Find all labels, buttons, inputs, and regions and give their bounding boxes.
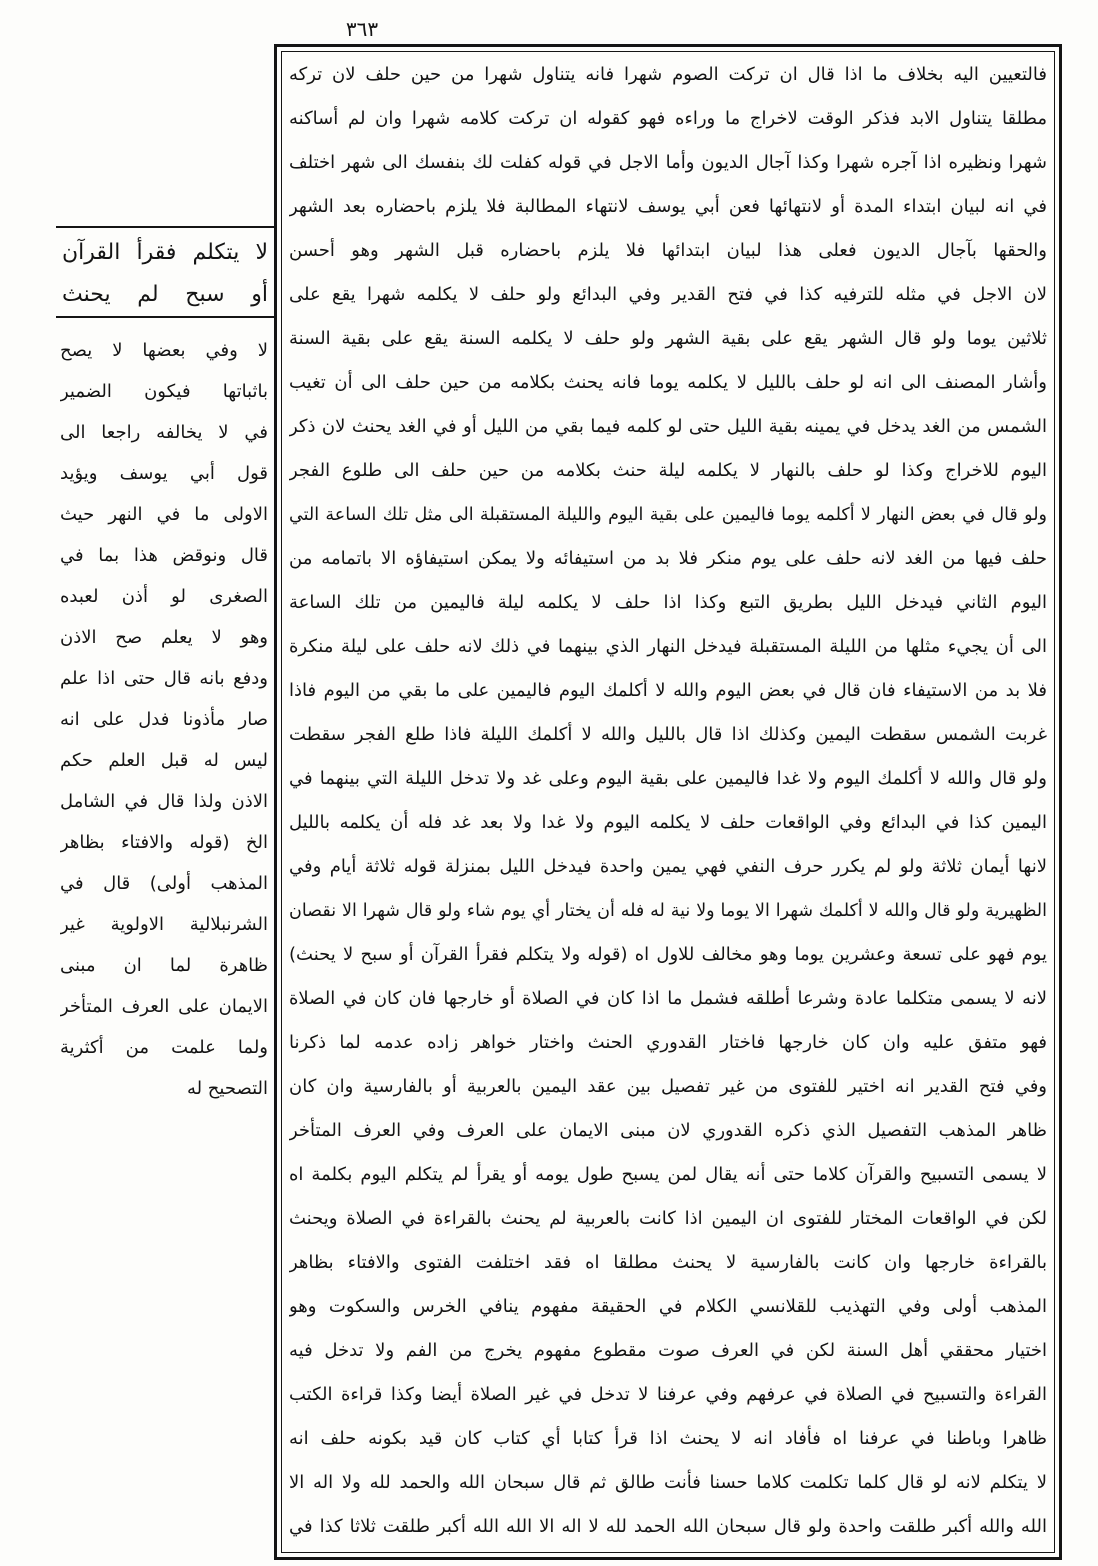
margin-note-line: ليس له قبل العلم حكم [60,750,268,771]
main-text-line: ثلاثين يوما ولو قال الشهر يقع على بقية الشهر ولو حلف لا يكلمه السنة يقع على بقية السنة [289,328,1047,349]
margin-note-line: باثباتها فيكون الضمير [60,381,268,402]
margin-note-line: قال ونوقض هذا بما في [60,545,268,566]
margin-note-line: ودفع بانه قال حتى اذا علم [60,668,268,689]
main-text-line: مطلقا يتناول الابد فذكر الوقت لاخراج ما وراءه فهو كقوله ان تركت كلامه شهرا وان لم أساكنه [289,108,1047,129]
main-text-line: اليمين كذا في البدائع وفي الواقعات حلف لا يكلمه اليوم ولا غدا ولا بعد غد فله أن يكلمه بالليل [289,812,1047,833]
main-text-line: يوم فهو على تسعة وعشرين يوما وهو مخالف للاول اه (قوله ولا يتكلم فقرأ القرآن أو سبح لا يحنث) [289,944,1047,965]
main-text-line: ولو قال في بعض النهار لا أكلمه يوما فاليمين على بقية اليوم والليلة المستقبلة الى مثل تلك الساعة التي [289,505,1047,525]
main-text-line: لان الاجل في مثله للترفيه كذا في فتح القدير وفي البدائع ولو حلف لا يكلمه شهرا يقع على [289,284,1047,305]
margin-note-line: الاولى ما في النهر حيث [60,504,268,525]
main-text-line: القراءة والتسبيح في الصلاة في عرفهم وفي عرفنا لا تدخل في غير الصلاة أيضا وكذا قراءة الكتب [289,1384,1047,1405]
main-text-line: الى أن يجيء مثلها من الليلة المستقبلة فيدخل النهار الذي بينهما في ذلك لانه حلف على ليلة منكرة [289,636,1047,657]
main-text-line: فهو متفق عليه وان كان خارجها فاختار القدوري الحنث واختار خواهر زاده عدمه لما ذكرنا [289,1032,1047,1053]
main-text-line: لكن في الواقعات المختار للفتوى ان اليمين اذا كانت بالعربية لم يحنث بالقراءة في الصلاة ويحنث [289,1208,1047,1229]
main-text-line: لا يسمى التسبيح والقرآن كلاما حتى أنه يقال لمن يسبح طول يومه أو يقرأ لم يتكلم اليوم بكلمة اه [289,1164,1047,1185]
margin-heading-line: أو سبح لم يحنث [62,282,268,307]
margin-note-line: قول أبي يوسف ويؤيد [60,463,268,484]
margin-note-line: الشرنبلالية الاولوية غير [60,914,268,935]
main-text-line: وأشار المصنف الى انه لو حلف بالليل لا يكلمه يوما فانه يحنث بكلامه من حين حلف الى أن تغيب [289,372,1047,393]
margin-note-line: المذهب أولى) قال في [60,873,268,894]
margin-note-line: ولما علمت من أكثرية [60,1037,268,1058]
main-text-line: شهرا ونظيره اذا آجره شهرا وكذا آجال الديون وأما الاجل في قوله كفلت لك بنفسك الى شهر اختلف [289,152,1047,173]
margin-heading [56,226,274,318]
page-number: ٣٦٣ [345,17,379,41]
main-text-frame [274,44,1062,1560]
main-text-line: وفي فتح القدير انه اختير للفتوى من غير تفصيل بين عقد اليمين بالعربية أو بالفارسية وان كان [289,1076,1047,1097]
margin-note-line: الاذن ولذا قال في الشامل [60,791,268,812]
main-text-line: الظهيرية ولو قال والله لا أكلمك شهرا الا يوما ولا نية له فله أن يختار أي يوم شاء ولو قال شهرا الا نقصان [289,901,1047,921]
main-text-line: غربت الشمس سقطت اليمين وكذلك اذا قال بالليل والله لا أكلمك الليلة فاذا طلع الفجر سقطت [289,724,1047,745]
main-text-line: لا يتكلم لانه لو قال كلما تكلمت كلاما حسنا فأنت طالق ثم قال سبحان الله والحمد لله ولا اله الا [289,1472,1047,1493]
margin-note-line: الخ (قوله والافتاء بظاهر [60,832,268,853]
main-text-line: فلا بد من الاستيفاء فان قال في بعض اليوم والله لا أكلمك اليوم فاليمين على ما بقي من اليوم فاذا [289,680,1047,701]
margin-note-line: لا وفي بعضها لا يصح [60,340,268,361]
margin-column [56,226,274,1126]
main-text-line: حلف فيها من الغد لانه حلف على يوم منكر فلا بد من استيفائه ولا يمكن استيفاؤه الا باتمامه من [289,548,1047,569]
main-text-line: ولو قال والله لا أكلمك اليوم ولا غدا فاليمين على بقية اليوم وعلى غد ولا تدخل الليلة التي بينهما في [289,768,1047,789]
main-text-block [289,53,1047,1551]
main-text-line: اليوم الثاني فيدخل الليل بطريق التبع وكذا اذا حلف لا يكلمه ليلة فاليمين من تلك الساعة [289,592,1047,613]
margin-note-line: الصغرى لو أذن لعبده [60,586,268,607]
main-text-line: ظاهر المذهب التفصيل الذي ذكره القدوري لان مبنى الايمان على العرف وفي العرف المتأخر [289,1120,1047,1141]
main-text-line: المذهب أولى وفي التهذيب للقلانسي الكلام في الحقيقة مفهوم ينافي الخرس والسكوت وهو [289,1296,1047,1317]
main-text-line: الشمس من الغد يدخل في يمينه بقية الليل حتى لو كلمه فيما بقي من الليل أو في الغد يحنث لان ذكر [289,416,1047,437]
margin-heading-line: لا يتكلم فقرأ القرآن [62,240,268,265]
main-text-line: والحقها بآجال الديون فعلى هذا لبيان ابتدائها فلا يلزم باحضاره قبل الشهر وهو أحسن [289,240,1047,261]
main-text-line: لانها أيمان ثلاثة ولو لم يكرر حرف النفي فهي يمين واحدة فيدخل الليل بمنزلة قوله ثلاثة أيام وفي [289,856,1047,877]
main-text-line: الله والله أكبر طلقت واحدة ولو قال سبحان الله الحمد لله لا اله الا الله الله أكبر طلقت ثلاثا كذا في [289,1516,1047,1537]
main-text-line: لانه لا يسمى متكلما عادة وشرعا أطلقه فشمل ما اذا كان في الصلاة أو خارجها فان كان في الصلاة [289,988,1047,1009]
main-text-line: ظاهرا وباطنا في عرفنا اه فأفاد انه لا يحنث اذا قرأ كتابا أي كتاب كان قيد بكونه حلف انه [289,1428,1047,1449]
main-text-line: في انه لبيان ابتداء المدة أو لانتهائها فعن أبي يوسف لانتهاء المطالبة فلا يلزم باحضاره بعد الشهر [289,196,1047,217]
main-text-line: اليوم للاخراج وكذا لو حلف بالنهار لا يكلمه ليلة حنث بكلامه من حين حلف الى طلوع الفجر [289,460,1047,481]
margin-notes [60,330,268,1109]
margin-note-line: ظاهرة لما ان مبنى [60,955,268,976]
margin-note-line: في لا يخالفه راجعا الى [60,422,268,443]
margin-note-line: وهو لا يعلم صح الاذن [60,627,268,648]
margin-note-line: التصحيح له [186,1078,268,1099]
main-text-line: بالقراءة خارجها وان كانت بالفارسية لا يحنث مطلقا اه فقد اختلفت الفتوى والافتاء بظاهر [289,1252,1047,1273]
main-text-line: فالتعيين اليه بخلاف ما اذا قال ان تركت الصوم شهرا فانه يتناول شهرا من حين حلف لان تركه [289,64,1047,85]
main-text-line: اختيار محققي أهل السنة لكن في العرف صوت مقطوع مفهوم يخرج من الفم ولا تدخل فيه [289,1340,1047,1361]
margin-note-line: صار مأذونا فدل على انه [60,709,268,730]
margin-note-line: الايمان على العرف المتأخر [60,996,268,1017]
main-text-inner-border [281,51,1055,1553]
